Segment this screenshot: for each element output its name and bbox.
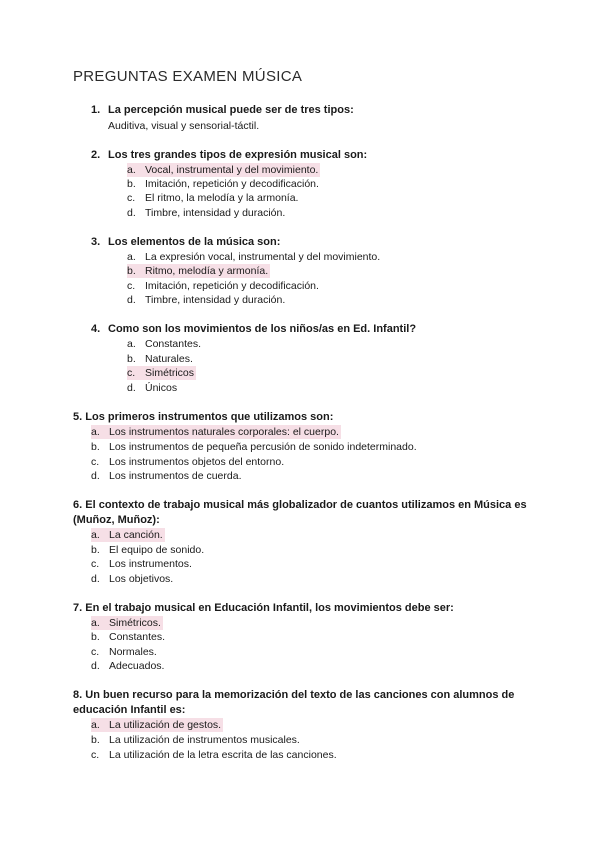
- question-number: 4.: [91, 323, 101, 335]
- question-1: [91, 103, 354, 118]
- question-number: 2.: [91, 149, 101, 161]
- option-d: d. Timbre, intensidad y duración.: [127, 207, 286, 219]
- question-number: 1.: [91, 104, 101, 116]
- question-6: [73, 498, 533, 528]
- question-number: 8.: [73, 689, 83, 701]
- option-d: d. Timbre, intensidad y duración.: [127, 294, 286, 306]
- option-c: c. La utilización de la letra escrita de las canciones.: [91, 749, 337, 761]
- option-c: c. El ritmo, la melodía y la armonía.: [127, 192, 299, 204]
- question-2: [91, 148, 367, 163]
- option-b: b. Naturales.: [127, 353, 193, 365]
- question-4: [91, 322, 416, 337]
- question-7: [73, 601, 533, 616]
- option-a: a. La utilización de gestos.: [91, 719, 222, 731]
- question-text: En el trabajo musical en Educación Infantil, los movimientos debe ser:: [85, 602, 454, 614]
- option-a: a. Simétricos.: [91, 617, 161, 629]
- option-d: d. Los objetivos.: [91, 573, 174, 585]
- question-3: [91, 235, 280, 250]
- option-d: d. Únicos: [127, 382, 178, 394]
- option-b: b. El equipo de sonido.: [91, 544, 205, 556]
- question-text: Un buen recurso para la memorización del texto de las canciones con alumnos de educación Infantil es:: [73, 689, 515, 716]
- option-c: c. Los instrumentos objetos del entorno.: [91, 456, 285, 468]
- option-b: b. La utilización de instrumentos musicales.: [91, 734, 300, 746]
- question-number: 6.: [73, 499, 83, 511]
- question-text: Los primeros instrumentos que utilizamos son:: [85, 411, 334, 423]
- question-text: La percepción musical puede ser de tres tipos:: [108, 104, 354, 116]
- question-text: Los elementos de la música son:: [108, 236, 281, 248]
- question-text: El contexto de trabajo musical más globalizador de cuantos utilizamos en Música es (Muñoz, Muñoz):: [73, 499, 527, 526]
- option-d: d. Los instrumentos de cuerda.: [91, 470, 242, 482]
- option-a: a. Los instrumentos naturales corporales: el cuerpo.: [91, 426, 339, 438]
- answer-text: Auditiva, visual y sensorial-táctil.: [108, 120, 260, 132]
- question-number: 5.: [73, 411, 83, 423]
- question-text: Como son los movimientos de los niños/as en Ed. Infantil?: [108, 323, 417, 335]
- option-b: b. Ritmo, melodía y armonía.: [127, 265, 269, 277]
- question-number: 3.: [91, 236, 101, 248]
- option-b: b. Constantes.: [91, 631, 166, 643]
- option-a: a. La expresión vocal, instrumental y del movimiento.: [127, 251, 381, 263]
- option-a: a. La canción.: [91, 529, 163, 541]
- question-text: Los tres grandes tipos de expresión musical son:: [108, 149, 368, 161]
- option-b: b. Imitación, repetición y decodificación.: [127, 178, 319, 190]
- question-5: [73, 410, 533, 425]
- option-c: c. Imitación, repetición y decodificación.: [127, 280, 319, 292]
- option-c: c. Normales.: [91, 646, 157, 658]
- option-c: c. Simétricos: [127, 367, 195, 379]
- option-a: a. Vocal, instrumental y del movimiento.: [127, 164, 319, 176]
- option-b: b. Los instrumentos de pequeña percusión de sonido indeterminado.: [91, 441, 417, 453]
- option-c: c. Los instrumentos.: [91, 558, 192, 570]
- option-a: a. Constantes.: [127, 338, 202, 350]
- question-8: [73, 688, 533, 718]
- question-number: 7.: [73, 602, 83, 614]
- page-title: PREGUNTAS EXAMEN MÚSICA: [73, 68, 303, 85]
- option-d: d. Adecuados.: [91, 660, 165, 672]
